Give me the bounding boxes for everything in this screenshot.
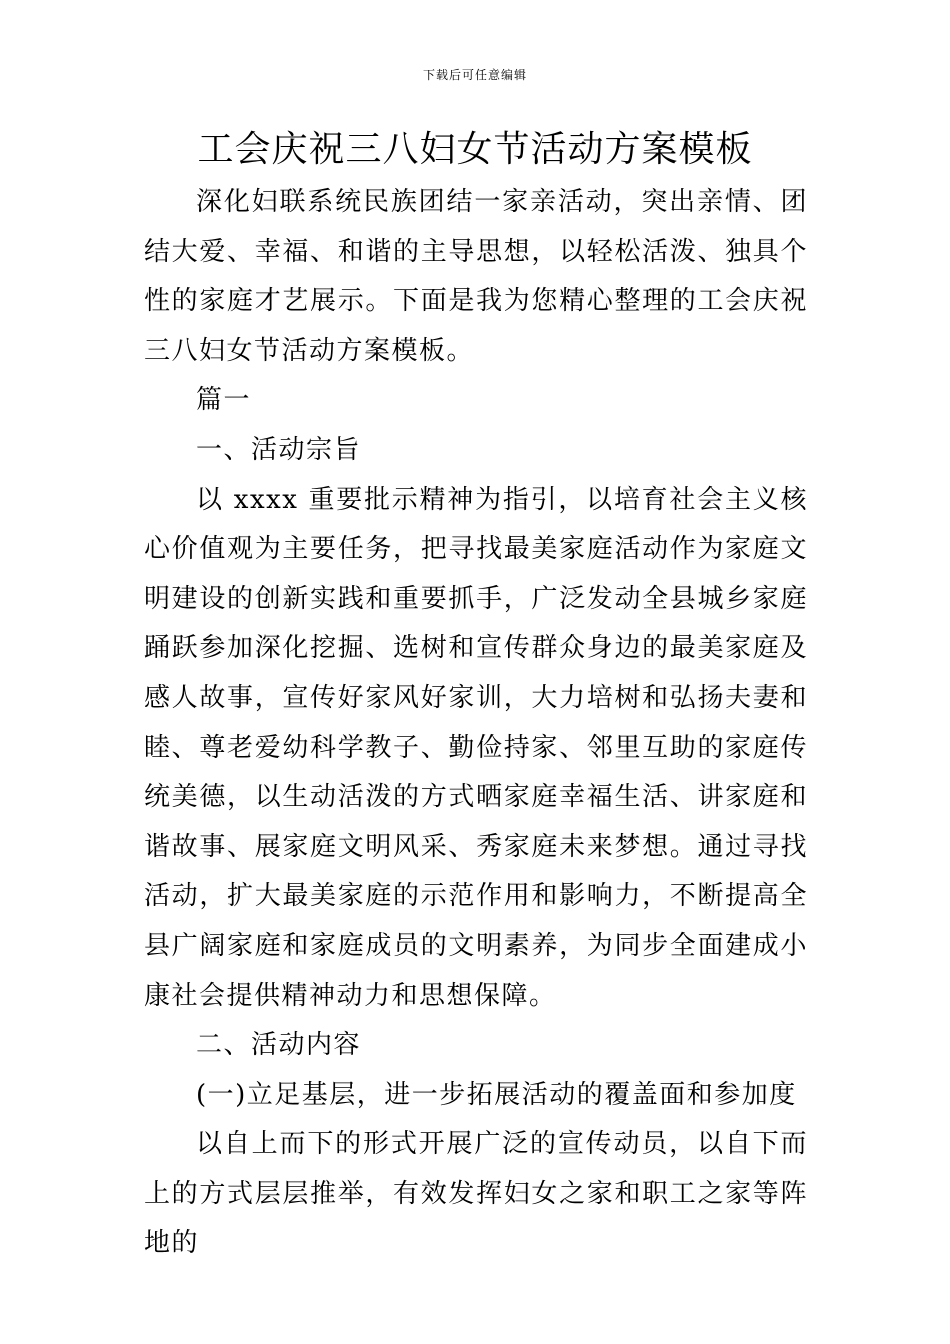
section-heading: 二、活动内容 xyxy=(196,1030,362,1061)
section-label: 篇一 xyxy=(196,385,252,416)
document-body xyxy=(144,178,808,1269)
body-paragraph: 以 xxxx 重要批示精神为指引，以培育社会主义核心价值观为主要任务，把寻找最美家庭活动作为家庭文明建设的创新实践和重要抓手，广泛发动全县城乡家庭踊跃参加深化挖掘、选树和宣传群众身边的最美家庭及感人故事，宣传好家风好家训，大力培树和弘扬夫妻和睦、尊老爱幼科学教子、勤俭持家、邻里互助的家庭传统美德，以生动活泼的方式晒家庭幸福生活、讲家庭和谐故事、展家庭文明风采、秀家庭未来梦想。通过寻找活动，扩大最美家庭的示范作用和影响力，不断提高全县广阔家庭和家庭成员的文明素养，为同步全面建成小康社会提供精神动力和思想保障。 xyxy=(144,484,808,1011)
section-heading: 一、活动宗旨 xyxy=(196,434,362,465)
document-title: 工会庆祝三八妇女节活动方案模板 xyxy=(197,129,753,170)
body-paragraph: 以自上而下的形式开展广泛的宣传动员，以自下而上的方式层层推举，有效发挥妇女之家和职工之家等阵地的 xyxy=(144,1129,808,1259)
intro-paragraph: 深化妇联系统民族团结一家亲活动，突出亲情、团结大爱、幸福、和谐的主导思想，以轻松活泼、独具个性的家庭才艺展示。下面是我为您精心整理的工会庆祝三八妇女节活动方案模板。 xyxy=(144,187,808,366)
subsection-heading: (一)立足基层，进一步拓展活动的覆盖面和参加度 xyxy=(196,1079,797,1110)
header-note: 下载后可任意编辑 xyxy=(422,68,527,82)
